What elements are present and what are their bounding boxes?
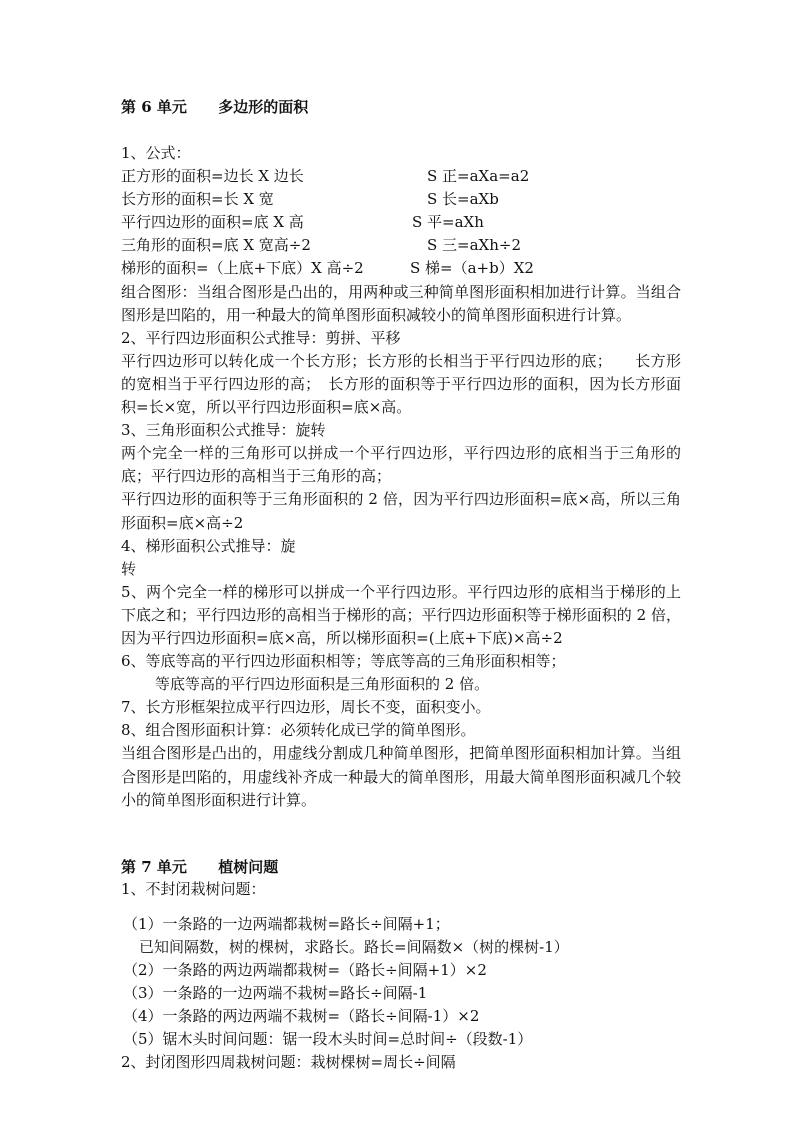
unit7-heading: 第 7 单元 植树问题: [121, 857, 279, 876]
formula-parallelogram: [121, 211, 681, 234]
formula-text: 平行四边形的面积=底 X 高: [121, 213, 304, 232]
formula-symbol: S 正=aXa=a2: [427, 167, 530, 186]
unit7-sub-item: （2）一条路的两边两端都栽树=（路长÷间隔+1）×2: [123, 961, 487, 979]
unit7-item1-title: 1、不封闭栽树问题：: [121, 879, 266, 898]
combined-figure-text: 组合图形：当组合图形是凸出的，用两种或三种简单图形面积相加进行计算。当组合图形是凹陷的，用一种最大的简单图形面积减较小的简单图形面积进行计算。: [121, 282, 681, 324]
section1-title: 1、公式：: [121, 144, 191, 162]
document-page: [121, 96, 681, 1074]
section3-text: 两个完全一样的三角形可以拼成一个平行四边形，平行四边形的底相当于三角形的底；平行四边形的高相当于三角形的高；: [121, 444, 681, 486]
unit7-sub-item: （5）锯木头时间问题：锯一段木头时间=总时间÷（段数-1）: [123, 1030, 533, 1049]
unit6-heading: 第 6 单元 多边形的面积: [121, 98, 309, 116]
formula-trapezoid: [121, 257, 681, 280]
spacer: [121, 901, 681, 913]
formula-text: 长方形的面积=长 X 宽: [121, 190, 274, 209]
formula-text: 正方形的面积=边长 X 边长: [121, 167, 304, 186]
formula-triangle: [121, 234, 681, 257]
section2-title: 2、平行四边形面积公式推导：剪拼、平移: [121, 328, 401, 347]
formula-text: 三角形的面积=底 X 宽高÷2: [121, 236, 311, 255]
formula-rectangle: [121, 188, 681, 211]
section8-text: 当组合图形是凸出的，用虚线分割成几种简单图形，把简单图形面积相加计算。当组合图形是凹陷的，用虚线补齐成一种最大的简单图形，用最大简单图形面积减几个较小的简单图形面积进行计算。: [121, 744, 681, 809]
unit7-item2: 2、封闭图形四周栽树问题：栽树棵树=周长÷间隔: [121, 1053, 456, 1072]
section3-title: 3、三角形面积公式推导：旋转: [121, 421, 326, 440]
formula-symbol: S 平=aXh: [412, 213, 484, 232]
formula-symbol: S 三=aXh÷2: [427, 236, 522, 255]
unit7-sub-item: （4）一条路的两边两端不栽树=（路长÷间隔-1）×2: [123, 1007, 480, 1026]
section6-line2: 等底等高的平行四边形面积是三角形面积的 2 倍。: [155, 675, 490, 694]
section7-text: 7、长方形框架拉成平行四边形，周长不变，面积变小。: [121, 698, 491, 717]
unit7-sub-item: （1）一条路的一边两端都栽树=路长÷间隔+1；: [123, 914, 450, 933]
section5-text: 5、两个完全一样的梯形可以拼成一个平行四边形。平行四边形的底相当于梯形的上下底之和；平行四边形的高相当于梯形的高；平行四边形面积等于梯形面积的 2 倍，因为平行四边形面积=底×高，所以梯形面积=(上底+下底)×高÷2: [121, 582, 681, 647]
section6-line1: 6、等底等高的平行四边形面积相等；等底等高的三角形面积相等；: [121, 652, 566, 671]
section2-text: 平行四边形可以转化成一个长方形；长方形的长相当于平行四边形的底； 长方形的宽相当于平行四边形的高； 长方形的面积等于平行四边形的面积，因为长方形面积=长×宽，所以平行四边形面积=底×高。: [121, 351, 681, 417]
section8-title: 8、组合图形面积计算：必须转化成已学的简单图形。: [121, 721, 476, 740]
formula-text: 梯形的面积=（上底+下底）X 高÷2: [121, 259, 364, 278]
section4-title: 4、梯形面积公式推导：旋: [121, 536, 296, 555]
section4-tail: 转: [121, 559, 137, 578]
spacer: [121, 118, 681, 142]
formula-symbol: S 梯=（a+b）X2: [410, 259, 534, 278]
unit7-sub-item: 已知间隔数，树的棵树，求路长。路长=间隔数×（树的棵树-1）: [139, 937, 569, 956]
formula-symbol: S 长=aXb: [427, 190, 499, 209]
unit7-sub-item: （3）一条路的一边两端不栽树=路长÷间隔-1: [123, 984, 428, 1003]
section3-text-2: 平行四边形的面积等于三角形面积的 2 倍，因为平行四边形面积=底×高，所以三角形面积=底×高÷2: [121, 490, 681, 532]
formula-square: [121, 165, 681, 188]
